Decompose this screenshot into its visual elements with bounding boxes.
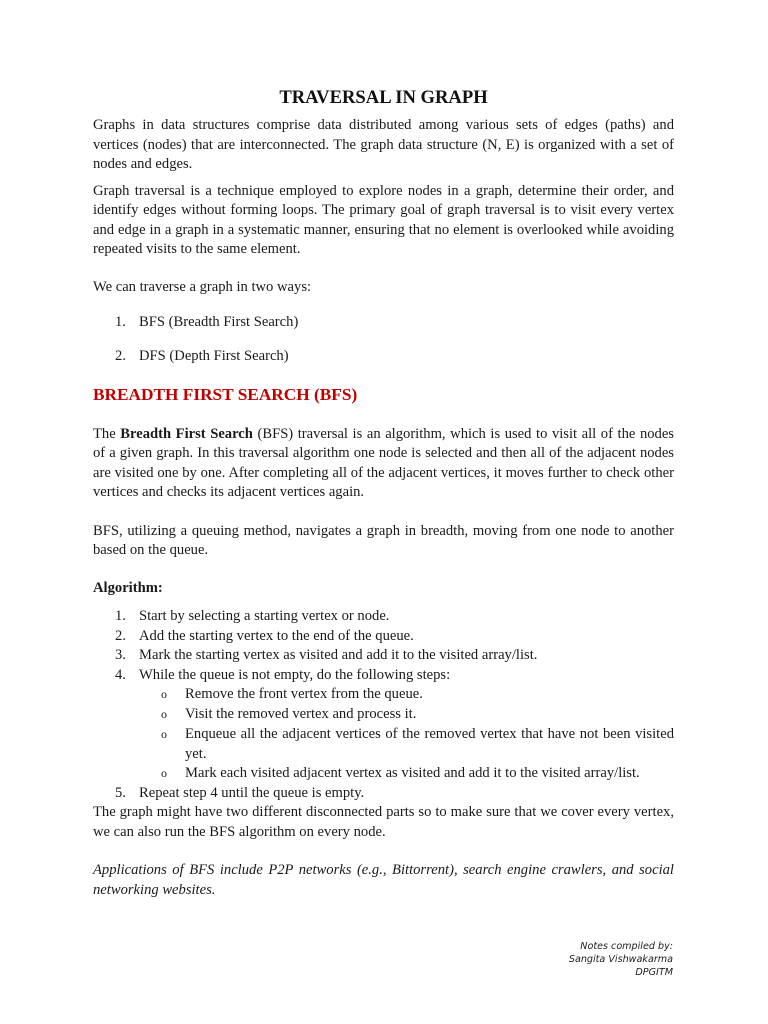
list-number: 5. [115, 784, 126, 801]
list-item-text: Visit the removed vertex and process it. [185, 705, 417, 722]
list-item-text: Mark the starting vertex as visited and add it to the visited array/list. [139, 647, 538, 663]
bullet-icon: o [161, 687, 167, 701]
footer-line: Notes compiled by: [580, 941, 673, 952]
list-item-text: Enqueue all the adjacent vertices of the removed vertex that have not been visited yet. [185, 726, 674, 762]
applications-paragraph: Applications of BFS include P2P networks (e.g., Bittorrent), search engine crawlers, and social networking websites. [93, 862, 674, 898]
footer-credits [569, 940, 673, 979]
document-page [93, 86, 674, 900]
footer-institute: DPGITM [635, 967, 673, 978]
list-item [93, 724, 674, 764]
footer-author: Sangita Vishwakarma [568, 954, 673, 965]
disconnected-paragraph: The graph might have two different disconnected parts so to make sure that we cover every vertex, we can also run the BFS algorithm on every node. [93, 804, 674, 840]
traversal-ways-list [93, 313, 674, 367]
bfs-paragraph-lead: The [93, 425, 121, 442]
list-item [93, 347, 674, 367]
list-number: 2. [115, 627, 126, 644]
list-item-text: BFS (Breadth First Search) [139, 314, 299, 330]
list-item [93, 784, 674, 804]
list-item [93, 646, 674, 666]
algorithm-steps-list [93, 607, 674, 685]
bfs-section-heading: BREADTH FIRST SEARCH (BFS) [93, 384, 358, 404]
list-item-text: Repeat step 4 until the queue is empty. [139, 784, 365, 801]
list-item-text: Start by selecting a starting vertex or node. [139, 608, 390, 624]
traversal-paragraph: Graph traversal is a technique employed to explore nodes in a graph, determine their order, and identify edges without forming loops. The primary goal of graph traversal is to visit every vertex and edge in a graph in a systematic manner, ensuring that no element is overlooked while avoiding repeated visits to the same element. [93, 182, 674, 257]
list-number: 1. [115, 314, 126, 330]
bfs-queue-paragraph: BFS, utilizing a queuing method, navigates a graph in breadth, moving from one node to another based on the queue. [93, 522, 674, 558]
bfs-paragraph-rest: (BFS) traversal is an algorithm, which is used to visit all of the nodes of a given graph. In this traversal algorithm one node is selected and then all of the adjacent nodes are visited one by one. After completing all of the adjacent vertices, it moves further to check other vertices and checks its adjacent vertices again. [93, 425, 674, 500]
list-item [93, 705, 674, 725]
list-number: 4. [115, 666, 126, 683]
ways-intro: We can traverse a graph in two ways: [93, 278, 312, 295]
list-item-text: Mark each visited adjacent vertex as visited and add it to the visited array/list. [185, 765, 640, 781]
intro-paragraph: Graphs in data structures comprise data distributed among various sets of edges (paths) and vertices (nodes) that are interconnected. The graph data structure (N, E) is organized with a set of nodes and edges. [93, 117, 674, 172]
list-number: 3. [115, 647, 126, 663]
algorithm-final-step [93, 784, 674, 804]
bullet-icon: o [161, 706, 167, 721]
bfs-term-bold: Breadth First Search [120, 425, 253, 442]
list-item-text: DFS (Depth First Search) [139, 348, 289, 364]
bfs-definition-paragraph [93, 425, 674, 503]
list-item [93, 313, 674, 333]
list-item-text: While the queue is not empty, do the following steps: [139, 666, 451, 683]
algorithm-heading: Algorithm: [93, 579, 163, 596]
list-number: 2. [115, 348, 126, 364]
list-item [93, 764, 674, 784]
list-item-text: Remove the front vertex from the queue. [185, 686, 423, 702]
algorithm-substeps-list [93, 685, 674, 784]
list-item [93, 685, 674, 705]
list-item [93, 607, 674, 627]
bullet-icon: o [161, 766, 167, 780]
list-number: 1. [115, 608, 126, 624]
list-item [93, 627, 674, 647]
page-title: TRAVERSAL IN GRAPH [279, 87, 488, 108]
list-item-text: Add the starting vertex to the end of the queue. [139, 627, 414, 644]
list-item [93, 666, 674, 686]
bullet-icon: o [161, 727, 167, 741]
